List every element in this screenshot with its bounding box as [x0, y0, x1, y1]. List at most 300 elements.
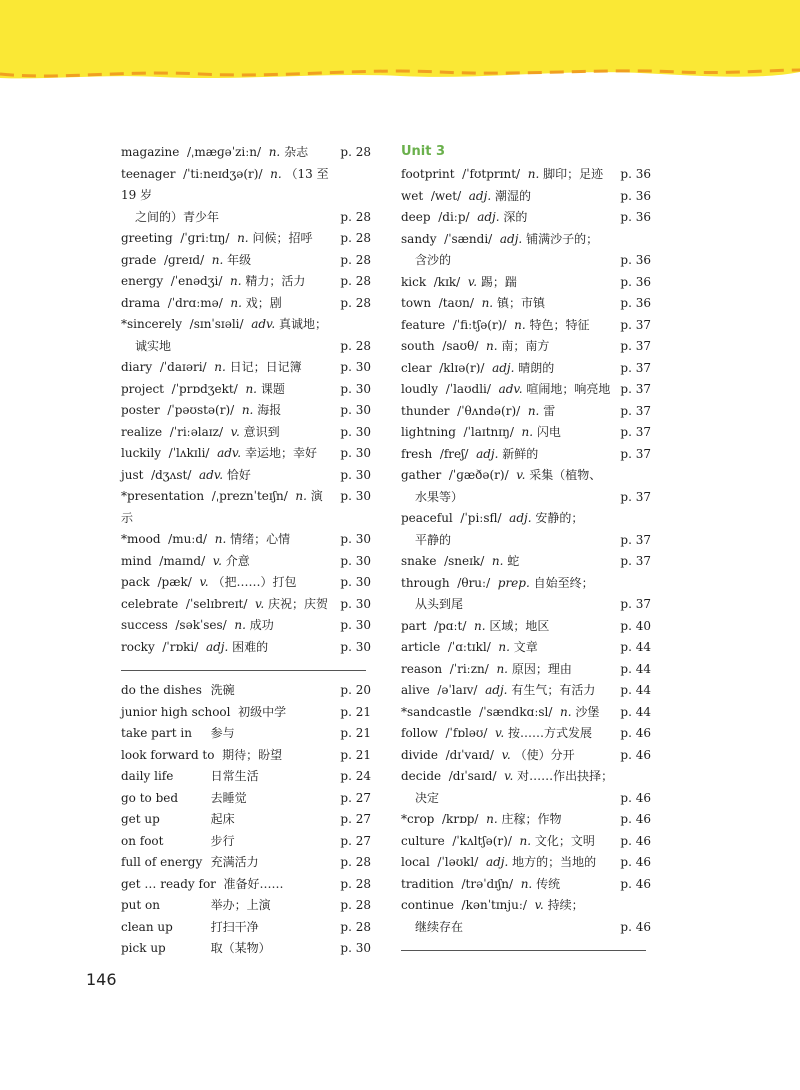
entry-phonetic: /klɪə(r)/: [439, 360, 485, 375]
vocab-entry: [401, 616, 651, 638]
entry-word: feature: [401, 317, 446, 332]
entry-phonetic: /ˈɡæðə(r)/: [448, 468, 509, 482]
vocab-entry: [401, 723, 651, 745]
entry-word: thunder: [401, 403, 450, 418]
phrase-page-ref: p. 27: [340, 812, 371, 826]
vocab-entry: [401, 465, 651, 508]
entry-meaning: 蛇: [507, 554, 520, 568]
entry-phonetic: /kənˈtɪnjuː/: [461, 898, 527, 912]
vocab-entry: [401, 659, 651, 681]
phrase-text: get … ready for: [121, 876, 216, 891]
entry-meaning: 日记；日记簿: [229, 360, 302, 374]
bottom-divider: [401, 950, 646, 951]
vocab-entry: [121, 314, 371, 357]
phrase-text: junior high school: [121, 704, 231, 719]
entry-phonetic: /dɪˈvaɪd/: [445, 747, 494, 762]
phrase-page-ref: p. 21: [340, 704, 371, 719]
entry-part-of-speech: adj.: [509, 511, 532, 525]
entry-word: pack: [121, 575, 150, 589]
entry-part-of-speech: v.: [534, 898, 544, 912]
entry-meaning: 自始至终；: [533, 575, 594, 590]
phrase-meaning: 日常生活: [210, 769, 259, 783]
entry-part-of-speech: v.: [199, 575, 209, 589]
entry-part-of-speech: adj.: [485, 683, 508, 697]
entry-phonetic: /ˈfɒləʊ/: [445, 726, 488, 740]
entry-word: divide: [401, 747, 438, 762]
entry-word: peaceful: [401, 511, 453, 525]
entry-phonetic: /ˈθʌndə(r)/: [457, 403, 521, 418]
entry-page-ref: p. 46: [620, 876, 651, 891]
vocab-entry: [121, 422, 371, 444]
phrase-text: pick up: [121, 941, 166, 955]
entry-meaning: 闪电: [536, 425, 561, 439]
entry-word: just: [121, 467, 144, 482]
vocab-entry: [401, 207, 651, 229]
entry-part-of-speech: n.: [230, 274, 242, 288]
entry-page-ref: p. 37: [620, 597, 651, 611]
phrase-entry: [121, 874, 371, 896]
phrase-text: full of energy: [121, 855, 203, 869]
entry-meaning: 铺满沙子的；: [526, 231, 599, 246]
vocab-entry: [121, 250, 371, 272]
vocab-entry: [401, 444, 651, 466]
entry-phonetic: /ˈrɒki/: [162, 639, 199, 654]
entry-meaning-continued: 从头到尾: [415, 597, 464, 611]
entry-part-of-speech: v.: [212, 553, 222, 568]
phrase-meaning: 准备好……: [223, 876, 284, 891]
entry-meaning: 原因；理由: [511, 661, 572, 676]
vocab-entry: [121, 594, 371, 616]
entry-phonetic: /muːd/: [168, 532, 208, 546]
entry-word: poster: [121, 403, 160, 417]
entry-part-of-speech: n.: [214, 532, 227, 546]
entry-phonetic: /sɪnˈsɪəli/: [189, 317, 244, 331]
entry-word: magazine: [121, 145, 180, 159]
entry-page-ref: p. 30: [340, 575, 371, 589]
vocab-entry: [401, 680, 651, 702]
vocab-entry: [121, 400, 371, 422]
entry-part-of-speech: adj.: [476, 446, 499, 461]
entry-page-ref: p. 37: [620, 554, 651, 568]
entry-word: continue: [401, 898, 454, 912]
entry-phonetic: /ˈtiːneɪdʒə(r)/: [183, 166, 263, 181]
entry-page-ref: p. 44: [620, 661, 651, 676]
entry-meaning-continued: 继续存在: [415, 919, 464, 934]
phrase-meaning: 期待；盼望: [222, 747, 283, 762]
entry-page-ref: p. 37: [620, 489, 651, 504]
entry-part-of-speech: adj.: [492, 360, 515, 375]
entry-part-of-speech: n.: [230, 295, 242, 310]
entry-word: diary: [121, 360, 153, 374]
entry-part-of-speech: adv.: [498, 382, 523, 396]
vocab-entry: [121, 293, 371, 315]
entry-page-ref: p. 28: [340, 231, 371, 245]
entry-page-ref: p. 30: [340, 446, 371, 460]
entry-phonetic: /ˈlʌkɪli/: [168, 446, 210, 460]
phrase-text: look forward to: [121, 747, 215, 762]
vocab-entry: [401, 745, 651, 767]
entry-part-of-speech: n.: [295, 489, 307, 503]
phrase-entry: [121, 723, 371, 745]
entry-page-ref: p. 30: [340, 381, 371, 396]
entry-page-ref: p. 37: [620, 425, 651, 439]
entry-part-of-speech: v.: [467, 274, 478, 289]
entry-meaning: （把……）打包: [212, 575, 297, 589]
entry-part-of-speech: n.: [270, 166, 282, 181]
entry-meaning: 文化；文明: [534, 833, 595, 848]
entry-meaning: （13 至 19 岁: [121, 166, 329, 202]
entry-meaning: 脚印；足迹: [543, 167, 604, 181]
entry-page-ref: p. 30: [340, 424, 371, 439]
entry-page-ref: p. 28: [340, 338, 371, 353]
entry-page-ref: p. 37: [620, 532, 651, 547]
phrase-page-ref: p. 28: [340, 855, 371, 869]
entry-word: article: [401, 640, 441, 654]
entry-meaning: 沙堡: [575, 704, 600, 719]
entry-phonetic: /ˈlaʊdli/: [445, 382, 491, 396]
entry-word: mind: [121, 553, 152, 568]
entry-word: footprint: [401, 167, 455, 181]
phrase-page-ref: p. 20: [340, 683, 371, 697]
vocab-entry: [121, 529, 371, 551]
entry-page-ref: p. 36: [620, 274, 651, 289]
phrase-page-ref: p. 28: [340, 919, 371, 934]
entry-part-of-speech: v.: [501, 747, 511, 762]
entry-part-of-speech: n.: [514, 317, 526, 332]
entry-meaning: 区域；地区: [489, 618, 550, 633]
entry-meaning: 安静的；: [535, 511, 584, 525]
entry-phonetic: /sneɪk/: [444, 554, 485, 568]
vocab-entry: [401, 336, 651, 358]
entry-word: loudly: [401, 382, 439, 396]
entry-meaning: 按……方式发展: [508, 726, 593, 740]
entry-meaning: 戏；剧: [245, 295, 282, 310]
entry-page-ref: p. 30: [340, 467, 371, 482]
vocab-entry: [401, 508, 651, 551]
entry-word: town: [401, 296, 432, 310]
entry-meaning: 精力；活力: [245, 274, 306, 288]
entry-page-ref: p. 30: [340, 639, 371, 654]
vocab-entry: [121, 164, 371, 229]
entry-word: kick: [401, 274, 427, 289]
entry-word: *crop: [401, 812, 435, 826]
entry-phonetic: /saʊθ/: [442, 339, 479, 353]
entry-part-of-speech: n.: [245, 381, 257, 396]
vocab-entry: [401, 229, 651, 272]
entry-meaning: 庄稼；作物: [501, 812, 562, 826]
entry-page-ref: p. 30: [340, 360, 371, 374]
entry-word: celebrate: [121, 596, 179, 611]
entry-page-ref: p. 36: [620, 167, 651, 181]
entry-page-ref: p. 37: [620, 360, 651, 375]
entry-meaning: 南；南方: [501, 339, 550, 353]
entry-meaning: 困难的: [232, 639, 269, 654]
entry-phonetic: /ˈprɒdʒekt/: [171, 381, 238, 396]
vocab-entry: [401, 809, 651, 831]
vocab-entry: [401, 702, 651, 724]
entry-part-of-speech: n.: [211, 252, 224, 267]
entry-meaning: 年级: [227, 252, 252, 267]
entry-phonetic: /kɪk/: [433, 274, 461, 289]
phrase-text: put on: [121, 898, 160, 912]
entry-meaning: 地方的；当地的: [512, 855, 597, 869]
vocab-entry: [401, 272, 651, 294]
entry-word: grade: [121, 252, 157, 267]
entry-meaning-continued: 含沙的: [415, 253, 452, 267]
vocab-entry: [401, 315, 651, 337]
vocab-entry: [121, 443, 371, 465]
entry-word: south: [401, 339, 435, 353]
entry-part-of-speech: v.: [495, 726, 505, 740]
entry-phonetic: /pæk/: [157, 575, 192, 589]
entry-phonetic: /freʃ/: [439, 446, 469, 461]
entry-page-ref: p. 37: [620, 317, 651, 332]
entry-page-ref: p. 36: [620, 188, 651, 203]
entry-page-ref: p. 28: [340, 274, 371, 288]
entry-phonetic: /ˈpiːsfl/: [460, 511, 502, 525]
entry-word: clear: [401, 360, 432, 375]
phrase-text: get up: [121, 812, 160, 826]
entry-part-of-speech: n.: [491, 554, 504, 568]
entry-phonetic: /ˈriːəlaɪz/: [169, 424, 223, 439]
entry-part-of-speech: adj.: [499, 231, 523, 246]
entry-part-of-speech: v.: [230, 424, 240, 439]
entry-part-of-speech: n.: [527, 403, 540, 418]
phrase-meaning: 起床: [210, 812, 235, 826]
entry-word: fresh: [401, 446, 433, 461]
entry-word: energy: [121, 274, 164, 288]
entry-word: greeting: [121, 231, 173, 245]
phrase-text: take part in: [121, 726, 192, 740]
entry-page-ref: p. 30: [340, 553, 371, 568]
phrase-page-ref: p. 21: [340, 747, 371, 762]
entry-meaning: 持续；: [547, 898, 584, 912]
phrase-entry: [121, 809, 371, 831]
vocab-entry: [401, 874, 651, 896]
entry-meaning: 恰好: [226, 467, 251, 482]
entry-part-of-speech: n.: [520, 876, 533, 891]
entry-word: part: [401, 618, 427, 633]
entry-phonetic: /ˌmæɡəˈziːn/: [187, 145, 262, 159]
phrase-text: do the dishes: [121, 683, 202, 697]
phrase-page-ref: p. 21: [340, 726, 371, 740]
entry-page-ref: p. 28: [340, 145, 371, 159]
entry-word: sandy: [401, 231, 437, 246]
entry-meaning: 采集（植物、: [529, 468, 602, 482]
entry-page-ref: p. 30: [340, 489, 371, 503]
phrase-page-ref: p. 24: [340, 769, 371, 783]
entry-meaning: 深的: [503, 210, 528, 224]
entry-word: *presentation: [121, 489, 205, 503]
phrase-page-ref: p. 27: [340, 790, 371, 805]
entry-meaning: 意识到: [243, 424, 280, 439]
entry-page-ref: p. 30: [340, 403, 371, 417]
entry-phonetic: /ɡreɪd/: [164, 252, 205, 267]
entry-part-of-speech: v.: [516, 468, 526, 482]
entry-meaning: 情绪；心情: [230, 532, 291, 546]
phrase-page-ref: p. 27: [340, 833, 371, 848]
vocab-entry: [121, 637, 371, 659]
vocab-entry: [121, 465, 371, 487]
entry-word: *mood: [121, 532, 161, 546]
phrase-entry: [121, 895, 371, 917]
entry-meaning: 喧闹地；响亮地: [526, 382, 611, 396]
entry-meaning: 雷: [543, 403, 556, 418]
vocab-entry: [121, 572, 371, 594]
vocab-entry: [121, 228, 371, 250]
vocab-entry: [401, 186, 651, 208]
vocab-entry: [401, 766, 651, 809]
page-number: 146: [86, 970, 117, 989]
vocab-entry: [401, 379, 651, 401]
entry-part-of-speech: n.: [241, 403, 254, 417]
entry-meaning-continued: 诚实地: [135, 338, 172, 353]
entry-phonetic: /ˈɑːtɪkl/: [447, 640, 491, 654]
entry-page-ref: p. 46: [620, 747, 651, 762]
entry-meaning: 文章: [513, 640, 538, 654]
vocab-entry: [401, 164, 651, 186]
entry-phonetic: /ˈləʊkl/: [437, 855, 479, 869]
phrase-list: [121, 680, 371, 960]
entry-phonetic: /ˈselɪbreɪt/: [185, 596, 248, 611]
entry-page-ref: p. 44: [620, 704, 651, 719]
entry-meaning: 介意: [225, 553, 250, 568]
entry-word: wet: [401, 188, 424, 203]
entry-page-ref: p. 46: [620, 790, 651, 805]
entry-part-of-speech: n.: [481, 296, 494, 310]
phrase-meaning: 充满活力: [210, 855, 259, 869]
phrase-text: clean up: [121, 919, 173, 934]
entry-meaning: 传统: [536, 876, 561, 891]
entry-word: realize: [121, 424, 163, 439]
entry-part-of-speech: adv.: [217, 446, 242, 460]
phrase-meaning: 打扫干净: [210, 919, 259, 934]
entry-part-of-speech: adj.: [477, 210, 500, 224]
entry-meaning-continued: 决定: [415, 790, 440, 805]
entry-phonetic: /diːp/: [438, 210, 470, 224]
entry-part-of-speech: adj.: [485, 855, 509, 869]
entry-word: culture: [401, 833, 445, 848]
entry-meaning-continued: 水果等）: [415, 489, 464, 504]
entry-page-ref: p. 28: [340, 295, 371, 310]
entry-phonetic: /dɪˈsaɪd/: [448, 769, 497, 783]
entry-phonetic: /θruː/: [457, 575, 491, 590]
vocab-entry: [121, 486, 371, 529]
phrase-page-ref: p. 30: [340, 941, 371, 955]
phrase-entry: [121, 831, 371, 853]
entry-meaning: 新鲜的: [502, 446, 539, 461]
entry-phonetic: /ˈpəʊstə(r)/: [167, 403, 235, 417]
entry-word: rocky: [121, 639, 155, 654]
phrase-page-ref: p. 28: [340, 876, 371, 891]
entry-word: *sincerely: [121, 317, 183, 331]
vocab-entry: [121, 615, 371, 637]
entry-part-of-speech: n.: [519, 833, 532, 848]
phrase-meaning: 举办；上演: [210, 898, 271, 912]
vocab-entry: [401, 637, 651, 659]
entry-page-ref: p. 36: [620, 210, 651, 224]
entry-part-of-speech: adj.: [205, 639, 229, 654]
entry-meaning-continued: 平静的: [415, 532, 452, 547]
entry-meaning: 镇；市镇: [496, 296, 545, 310]
entry-part-of-speech: n.: [521, 425, 534, 439]
entry-part-of-speech: n.: [527, 167, 540, 181]
entry-meaning: 课题: [260, 381, 285, 396]
vocab-entry: [401, 852, 651, 874]
entry-phonetic: /ˈsændi/: [444, 231, 493, 246]
section-divider: [121, 670, 366, 671]
phrase-meaning: 去睡觉: [210, 790, 247, 805]
entry-page-ref: p. 28: [340, 252, 371, 267]
phrase-meaning: 初级中学: [238, 704, 287, 719]
phrase-meaning: 步行: [210, 833, 235, 848]
entry-meaning: 成功: [249, 618, 274, 632]
vocab-entry: [401, 358, 651, 380]
entry-phonetic: /ˈɡriːtɪŋ/: [180, 231, 230, 245]
entry-phonetic: /ˈfʊtprɪnt/: [462, 167, 521, 181]
entry-word: project: [121, 381, 165, 396]
entry-part-of-speech: n.: [234, 618, 246, 632]
phrase-entry: [121, 766, 371, 788]
entry-meaning: 庆祝；庆贺: [268, 596, 329, 611]
entry-phonetic: /pɑːt/: [434, 618, 467, 633]
vocab-entry: [121, 551, 371, 573]
entry-word: reason: [401, 661, 443, 676]
entry-part-of-speech: n.: [498, 640, 510, 654]
entry-word: success: [121, 618, 168, 632]
entry-meaning: 特色；特征: [529, 317, 590, 332]
entry-phonetic: /ˈdaɪəri/: [159, 360, 207, 374]
phrase-entry: [121, 680, 371, 702]
vocab-entry: [401, 401, 651, 423]
phrase-text: daily life: [121, 769, 174, 783]
entry-phonetic: /ˈlaɪtnɪŋ/: [463, 425, 514, 439]
phrase-meaning: 洗碗: [210, 683, 235, 697]
entry-meaning: 潮湿的: [494, 188, 531, 203]
right-word-list: [401, 164, 651, 938]
entry-word: teenager: [121, 166, 176, 181]
entry-word: snake: [401, 554, 437, 568]
entry-phonetic: /səkˈses/: [175, 618, 227, 632]
vocab-entry: [401, 895, 651, 938]
entry-part-of-speech: n.: [474, 618, 486, 633]
phrase-entry: [121, 938, 371, 960]
entry-page-ref: p. 46: [620, 726, 651, 740]
entry-part-of-speech: n.: [496, 661, 508, 676]
entry-meaning: 杂志: [284, 145, 309, 159]
entry-page-ref: p. 40: [620, 618, 651, 633]
entry-meaning: （使）分开: [514, 747, 575, 762]
entry-part-of-speech: n.: [486, 812, 498, 826]
phrase-entry: [121, 702, 371, 724]
entry-phonetic: /krɒp/: [442, 812, 479, 826]
entry-page-ref: p. 30: [340, 596, 371, 611]
entry-page-ref: p. 37: [620, 403, 651, 418]
entry-page-ref: p. 46: [620, 855, 651, 869]
entry-meaning: 踢；踹: [480, 274, 517, 289]
entry-word: lightning: [401, 425, 456, 439]
vocab-entry: [121, 142, 371, 164]
entry-page-ref: p. 30: [340, 618, 371, 632]
unit-heading: Unit 3: [401, 144, 446, 159]
left-column: [121, 142, 371, 960]
entry-meaning: 演示: [121, 489, 323, 525]
entry-word: gather: [401, 468, 442, 482]
vocab-entry: [121, 379, 371, 401]
entry-part-of-speech: adj.: [468, 188, 492, 203]
entry-part-of-speech: n.: [214, 360, 226, 374]
vocab-entry: [401, 551, 651, 573]
